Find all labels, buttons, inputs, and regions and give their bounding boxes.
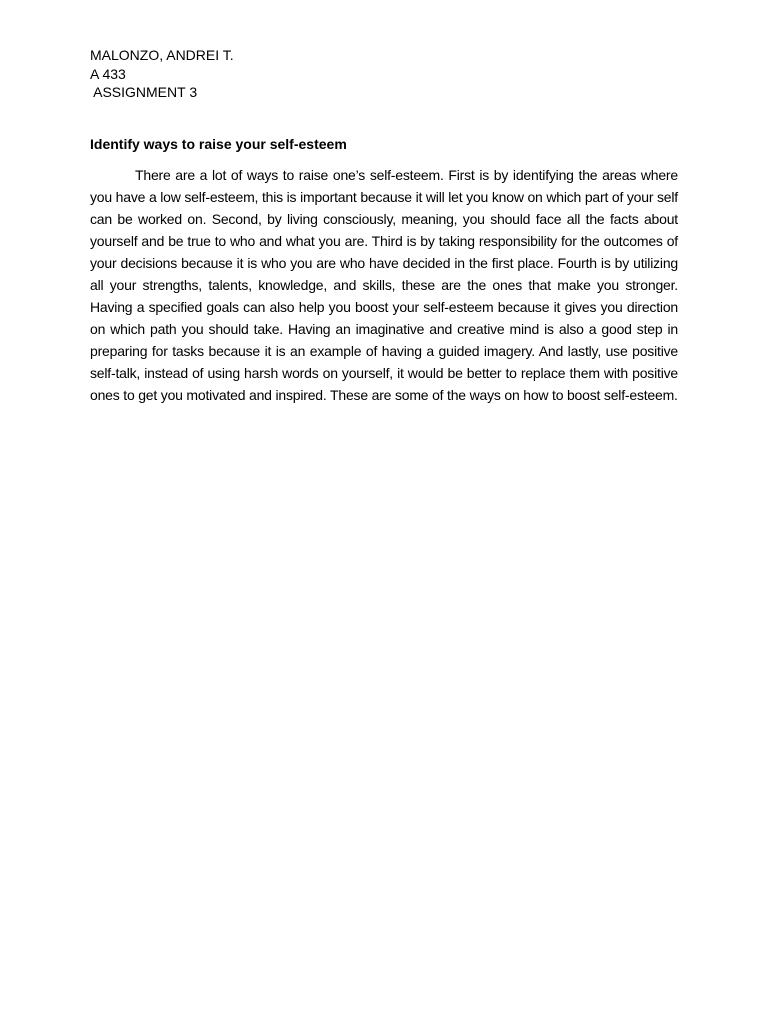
assignment-label: ASSIGNMENT 3: [90, 84, 198, 100]
document-heading: Identify ways to raise your self-esteem: [90, 135, 347, 152]
class-section: A 433: [90, 65, 126, 82]
body-paragraph: There are a lot of ways to raise one’s self-esteem. First is by identifying the areas where you have a low self-esteem, this is important because it will let you know on which part of your self can be worked on. Second, by living consciously, meaning, you should face all the facts about yourself and be true to who and what you are. Third is by taking responsibility for the outcomes of your decisions because it is who you are who have decided in the first place. Fourth is by utilizing all your strengths, talents, knowledge, and skills, these are the ones that make you stronger. Having a specified goals can also help you boost your self-esteem because it gives you direction on which path you should take. Having an imaginative and creative mind is also a good step in preparing for tasks because it is an example of having a guided imagery. And lastly, use positive self-talk, instead of using harsh words on yourself, it would be better to replace them with positive ones to get you motivated and inspired. These are some of the ways on how to boost self-esteem.: [90, 166, 678, 403]
document-content: [90, 46, 678, 406]
student-name: MALONZO, ANDREI T.: [90, 47, 234, 63]
